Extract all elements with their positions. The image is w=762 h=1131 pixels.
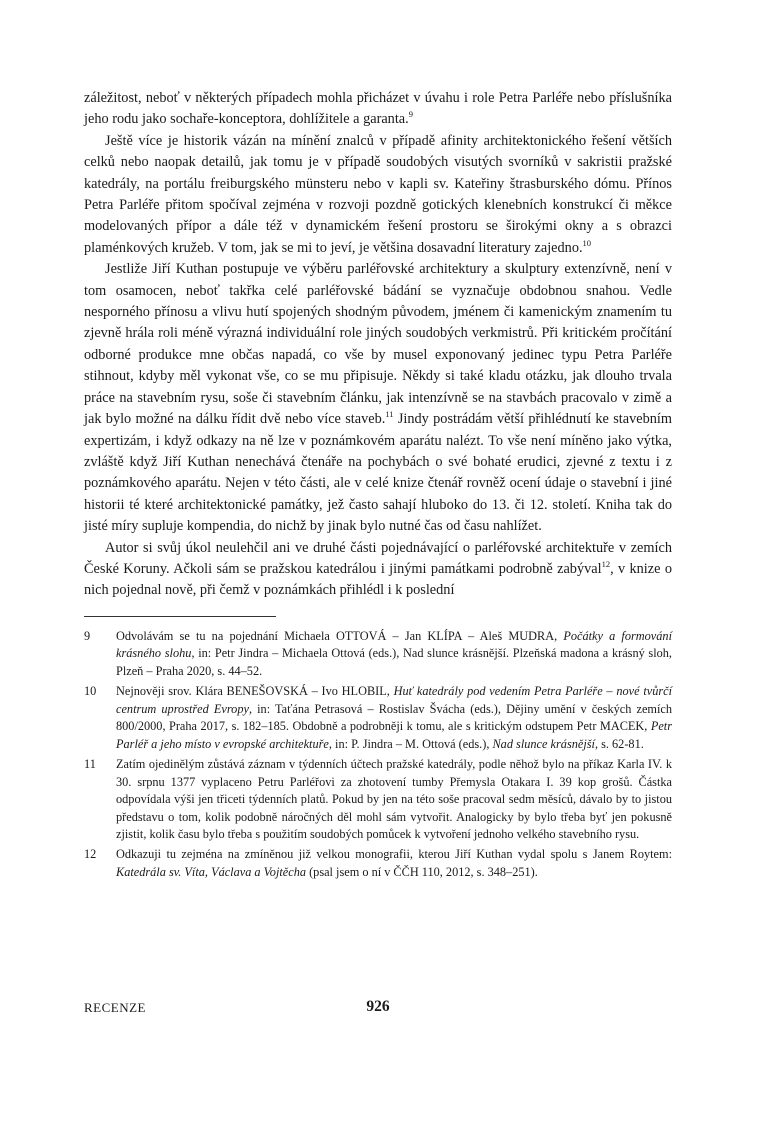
footnote [84, 846, 672, 881]
page-footer [84, 998, 672, 1022]
footnote-number: 10 [84, 684, 97, 699]
footnote-text: Zatím ojedinělým zůstává záznam v týdenních účtech pražské katedrály, podle něhož bylo na příkaz Karla IV. k 30. srpnu 1377 vyplaceno Petru Parléřovi za zhotovení tumby Přemysla Otakara I. 39 kop grošů. Částka odpovídala výši jen třiceti týdenních platů. Pokud by jen na této soše pracoval sedm měsíců, dávalo by to jistou představu o tom, kolik podobně náročných děl mohl sám vytvořit. Analogicky by bylo třeba byť jen pokusně zjistit, kolik času bylo třeba s použitím soudobých pomůcek k vytvoření jednoho velkého stavebního rysu. [116, 756, 672, 842]
footnote-reference: 9 [408, 109, 413, 120]
footnote [84, 683, 672, 753]
footnotes [84, 628, 672, 882]
paragraph: Ještě více je historik vázán na mínění znalců v případě afinity architektonického řešení větších celků nebo naopak detailů, jak tomu je v případě soudobých visutých svorníků v sakristii pražské katedrály, na portálu freiburgského münsteru nebo v kapli sv. Kateřiny štrasburského dómu. Přínos Petra Parléře přitom spočíval zejména v rozvoji pozdně gotických klenebních konstrukcí či měkce modelovaných přípor a dále též v dynamickém řešení prostoru se širokými okny a s obrazci plaménkových kružeb. V tom, jak se mi to jeví, je většina dosavadní literatury zajedno.$^{10}$ [84, 132, 672, 256]
footnote [84, 628, 672, 681]
paragraph: Autor si svůj úkol neulehčil ani ve druhé části pojednávající o parléřovské architektuře v zemích České Koruny. Ačkoli sám se pražskou katedrálou i jinými památkami podrobně zabýval$^{12}$, v knize o nich pojednal nově, při čemž v poznámkách přihlédl i k poslední [84, 539, 672, 599]
footnote-separator [84, 616, 276, 617]
running-title: RECENZE [84, 1000, 146, 1015]
footnote-reference: 10 [582, 238, 592, 249]
footnote-reference: 12 [601, 559, 611, 570]
footnote-number: 11 [84, 756, 96, 771]
page-number: 926 [366, 998, 390, 1015]
footnote-text: Odvolávám se tu na pojednání Michaela OTTOVÁ – Jan KLÍPA – Aleš MUDRA, Počátky a formování krásného slohu, in: Petr Jindra – Michaela Ottová (eds.), Nad slunce krásnější. Plzeňská madona a krásný sloh, Plzeň – Praha 2020, s. 44–52. [116, 628, 673, 678]
paragraph: Jestliže Jiří Kuthan postupuje ve výběru parléřovské architektury a skulptury extenzívně, není v tom osamocen, neboť takřka celé parléřovské bádání se vyznačuje obdobnou snahou. Vedle nesporného přínosu a vlivu hutí spojených shodným původem, jménem či kamenickým znamením tu zjevně hrála roli méně výrazná individuální role jiných soudobých verkmistrů. Při kritickém pročítání odborné produkce mne občas napadá, co vše by musel exponovaný jedinec typu Petra Parléře stihnout, kdyby měl vykonat vše, co se mu připisuje. Někdy si také kladu otázku, jak dlouho trvala práce na stavebním rysu, soše či stavebním článku, jak intenzívně se na stavbách pracovalo v zimě a jak bylo možné na dálku řídit dvě nebo více staveb.$^{11}$ Jindy postrádám větší přihlédnutí ke stavebním expertizám, i když odkazy na ně lze v poznámkovém aparátu nalézt. To vše není míněno jako výtka, zvláště když Jiří Kuthan nenechává čtenáře na pochybách o své bohaté erudici, zjevné z textu i z poznámkového aparátu. Nejen v této části, ale v celé knize čtenář rovněž ocení údaje o stavební i jiné historii té které architektonické památky, jež často sahají hluboko do 13. či 12. století. Kniha tak do jisté míry supluje kompendia, do nichž by jinak bylo nutné čas od času nahlížet. [84, 261, 672, 535]
footnote [84, 756, 672, 844]
footnote-reference: 11 [385, 409, 394, 420]
footnote-number: 9 [84, 628, 91, 643]
footnote-number: 12 [84, 847, 97, 862]
footnote-text: Nejnověji srov. Klára BENEŠOVSKÁ – Ivo HLOBIL, Huť katedrály pod vedením Petra Parléře – nové tvůrčí centrum uprostřed Evropy, in: Taťána Petrasová – Rostislav Švácha (eds.), Dějiny umění v českých zemích 800/2000, Praha 2017, s. 182–185. Obdobně a podrobněji k tomu, ale s kritickým odstupem Petr MACEK, Petr Parléř a jeho místo v evropské architektuře, in: P. Jindra – M. Ottová (eds.), Nad slunce krásnější, s. 62-81. [116, 684, 672, 751]
footnote-text: Odkazuji tu zejména na zmíněnou již velkou monografii, kterou Jiří Kuthan vydal spolu s Janem Roytem: Katedrála sv. Víta, Václava a Vojtěcha (psal jsem o ní v ČČH 110, 2012, s. 348–251). [116, 847, 672, 879]
paragraph: záležitost, neboť v některých případech mohla přicházet v úvahu i role Petra Parléře nebo příslušníka jeho rodu jako sochaře-konceptora, dohlížitele a garanta.$^9$ [84, 90, 672, 128]
body-text [84, 88, 672, 602]
page-content [84, 88, 672, 884]
